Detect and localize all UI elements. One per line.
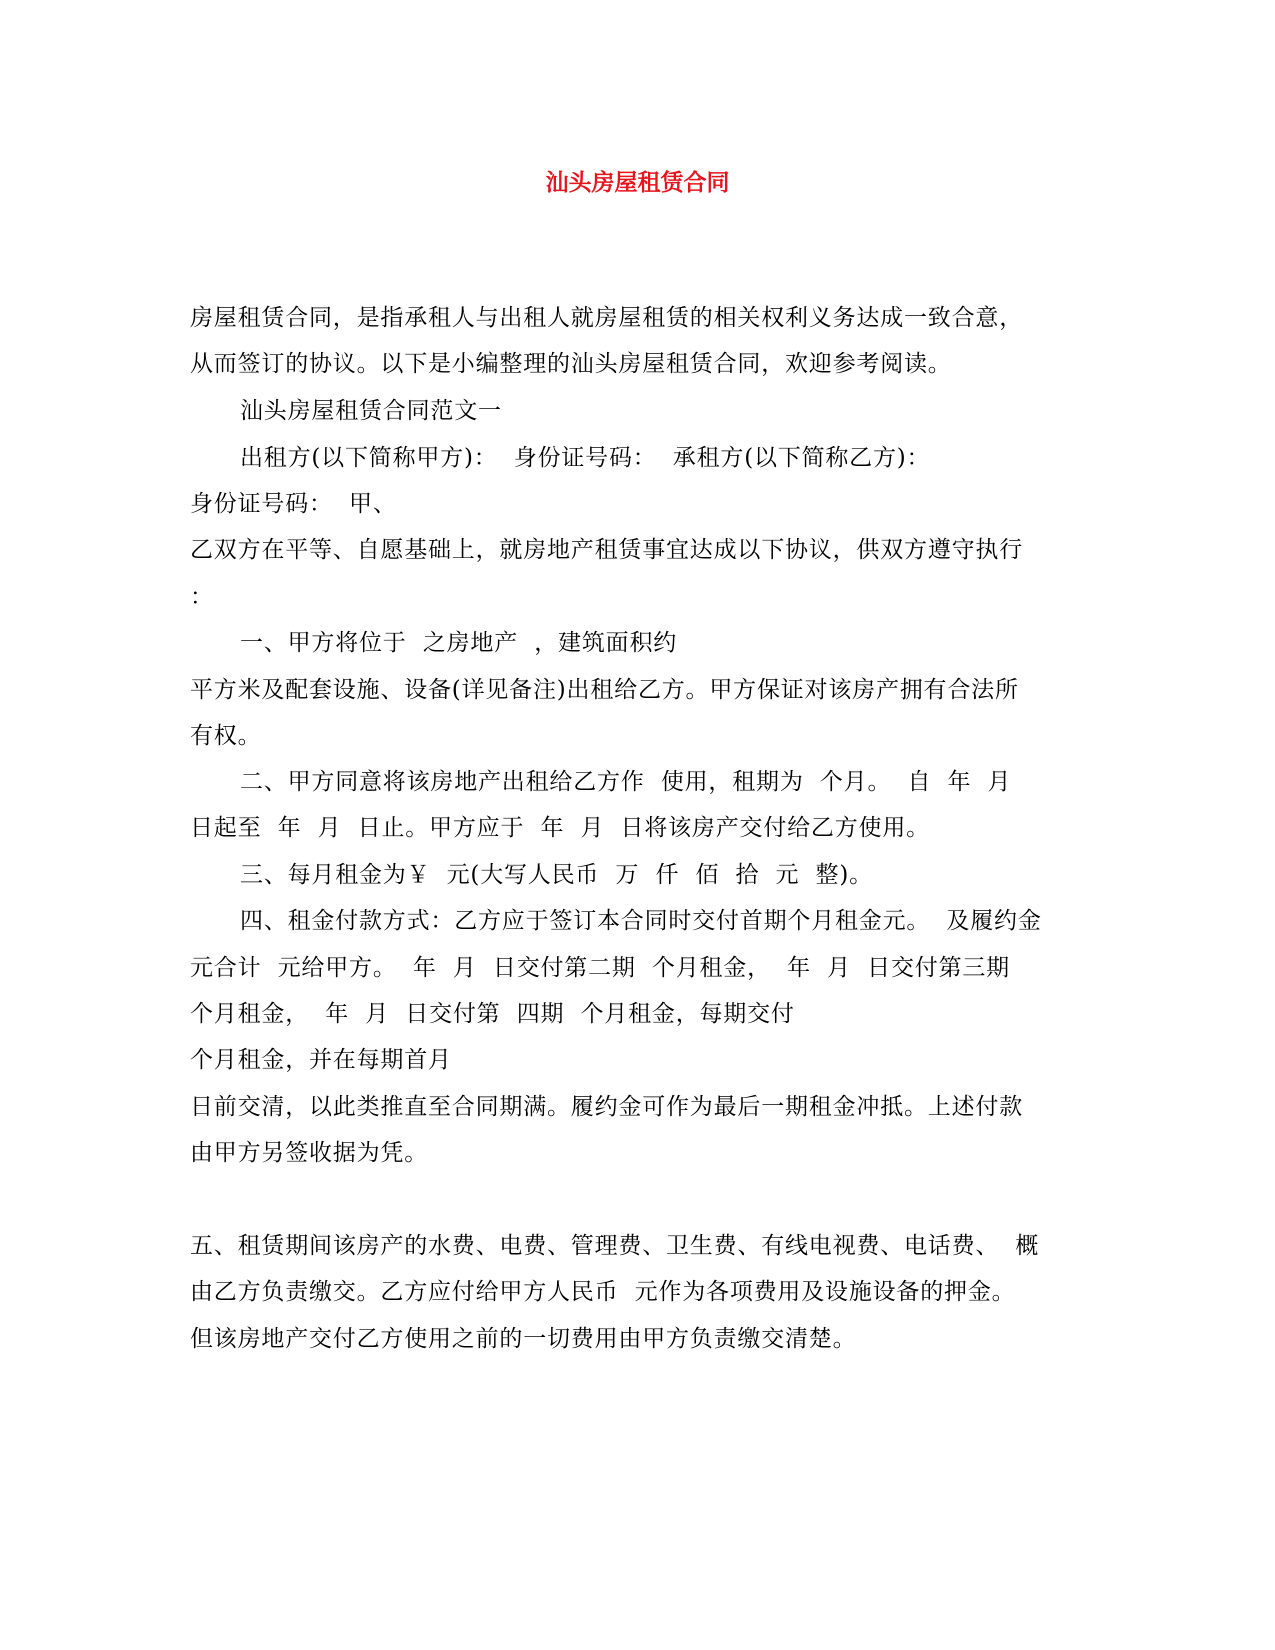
body-line: 四、租金付款方式：乙方应于签订本合同时交付首期个月租金元。 及履约金 (240, 908, 1042, 934)
body-line: 五、租赁期间该房产的水费、电费、管理费、卫生费、有线电视费、电话费、 概 (190, 1233, 1040, 1259)
body-line: 由乙方负责缴交。乙方应付给甲方人民币 元作为各项费用及设施设备的押金。 (190, 1279, 1016, 1305)
body-line: 汕头房屋租赁合同范文一 (240, 398, 502, 424)
body-line: 有权。 (190, 723, 262, 749)
body-line: 出租方(以下简称甲方)： 身份证号码： 承租方(以下简称乙方)： (240, 445, 931, 471)
body-line: 房屋租赁合同，是指承租人与出租人就房屋租赁的相关权利义务达成一致合意， (190, 305, 1023, 331)
body-line: 身份证号码： 甲、 (190, 491, 397, 517)
body-line: 从而签订的协议。以下是小编整理的汕头房屋租赁合同，欢迎参考阅读。 (190, 351, 952, 377)
body-line: 但该房地产交付乙方使用之前的一切费用由甲方负责缴交清楚。 (190, 1326, 857, 1352)
body-line: 元合计 元给甲方。 年 月 日交付第二期 个月租金， 年 月 日交付第三期 (190, 955, 1010, 981)
body-line: 个月租金，并在每期首月 (190, 1047, 452, 1073)
body-line: 个月租金， 年 月 日交付第 四期 个月租金，每期交付 (190, 1001, 795, 1027)
body-line: 三、每月租金为￥ 元(大写人民币 万 仟 佰 拾 元 整)。 (240, 862, 873, 888)
document-title: 汕头房屋租赁合同 (545, 169, 730, 196)
body-line: 由甲方另签收据为凭。 (190, 1140, 428, 1166)
body-line: ： (190, 584, 214, 610)
body-line: 乙双方在平等、自愿基础上，就房地产租赁事宜达成以下协议，供双方遵守执行 (190, 537, 1023, 563)
body-line: 日起至 年 月 日止。甲方应于 年 月 日将该房产交付给乙方使用。 (190, 815, 930, 841)
body-line: 日前交清，以此类推直至合同期满。履约金可作为最后一期租金冲抵。上述付款 (190, 1094, 1023, 1120)
body-line: 一、甲方将位于 之房地产 ，建筑面积约 (240, 630, 678, 656)
body-line: 二、甲方同意将该房地产出租给乙方作 使用，租期为 个月。 自 年 月 (240, 769, 1012, 795)
body-line: 平方米及配套设施、设备(详见备注)出租给乙方。甲方保证对该房产拥有合法所 (190, 677, 1019, 703)
